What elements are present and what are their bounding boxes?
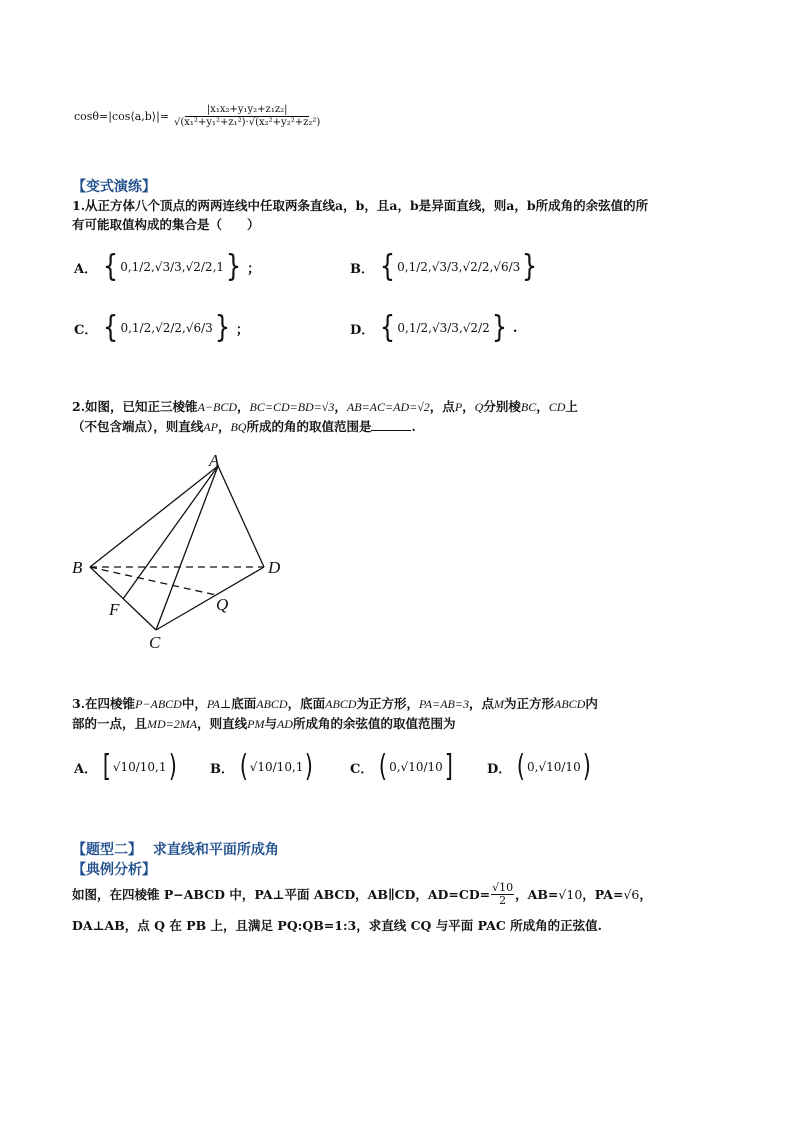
interval-lower: 0 xyxy=(527,760,535,774)
text: 2.如图，已知正三棱锥 xyxy=(72,399,198,414)
section-heading-type2 xyxy=(72,839,279,859)
open-bracket: [ xyxy=(102,749,112,784)
option-label: D． xyxy=(487,761,512,777)
set-item: 1 xyxy=(216,260,225,274)
interval-upper: 1 xyxy=(295,760,304,774)
edge-BQ xyxy=(90,567,216,595)
interval-lower: 0 xyxy=(389,760,397,774)
option-interval: ( √10/10 , 1 ) xyxy=(239,749,314,784)
text: 为正方形， xyxy=(356,696,419,711)
math: MD=2MA xyxy=(147,717,198,731)
option-end: ； xyxy=(247,261,261,277)
q1-option-b[interactable] xyxy=(350,249,539,284)
q3-option-a[interactable] xyxy=(74,749,178,784)
set-item: √6/3 xyxy=(185,321,213,335)
q1-line1: 1.从正方体八个顶点的两两连线中任取两条直线a，b，且a，b是异面直线，则a，b所成角的余弦值的所 xyxy=(72,198,649,213)
label-C: C xyxy=(149,633,161,652)
math: AB=AC=AD=√2 xyxy=(346,400,430,414)
q3-line1 xyxy=(72,695,598,713)
edge-AD xyxy=(218,466,264,567)
set-item: 1/2 xyxy=(131,321,152,335)
option-label: A． xyxy=(74,761,98,777)
option-label: D． xyxy=(350,322,375,338)
option-label: A． xyxy=(74,261,98,277)
value-ab: √10 xyxy=(558,886,583,902)
text: 中， xyxy=(181,696,207,711)
text: ， xyxy=(237,399,250,414)
open-bracket: ( xyxy=(517,749,526,784)
fraction-numerator: √10 xyxy=(492,881,514,894)
open-bracket: ( xyxy=(239,749,248,784)
option-set: { 0 , 1/2 , √3/3 , √2/2 } xyxy=(380,310,507,345)
text: 内 xyxy=(585,696,598,711)
formula-denominator: √(x₁²+y₁²+z₁²)·√(x₂²+y₂²+z₂²) xyxy=(174,117,321,128)
close-bracket: ) xyxy=(168,749,177,784)
text: 为正方形 xyxy=(503,696,554,711)
close-bracket: ] xyxy=(444,749,453,784)
set-item: √2/2 xyxy=(462,260,490,274)
text: 与 xyxy=(264,716,277,731)
option-label: C． xyxy=(74,322,98,338)
option-set: { 0 , 1/2 , √3/3 , √2/2 , 1 } xyxy=(103,249,242,284)
edge-CD xyxy=(156,567,264,630)
option-interval: ( 0 , √10/10 ) xyxy=(517,749,591,784)
q3-option-b[interactable] xyxy=(210,749,315,784)
text: ，点 xyxy=(429,399,455,414)
fraction-denominator: 2 xyxy=(499,894,507,907)
q3-option-c[interactable] xyxy=(350,749,455,784)
text: ，AB= xyxy=(515,886,559,902)
option-label: B． xyxy=(210,761,234,777)
math: PA=AB=3 xyxy=(418,697,469,711)
section-heading-practice: 【变式演练】 xyxy=(72,179,156,195)
option-set: { 0 , 1/2 , √2/2 , √6/3 } xyxy=(103,310,231,345)
text: 如图，在四棱锥 P−ABCD 中，PA⊥平面 ABCD，AB∥CD，AD=CD= xyxy=(72,886,491,902)
set-item: 1/2 xyxy=(408,260,428,274)
option-interval: [ √10/10 , 1 ) xyxy=(102,749,177,784)
math: P xyxy=(454,400,463,414)
q3-line2 xyxy=(72,715,455,733)
text: . xyxy=(411,419,416,434)
label-B: B xyxy=(72,558,83,577)
close-bracket: ) xyxy=(305,749,314,784)
option-end: . xyxy=(512,320,518,336)
edge-BC xyxy=(90,567,156,630)
interval-upper: √10/10 xyxy=(538,760,581,774)
text: 所成的角的取值范围是 xyxy=(246,419,372,434)
option-interval: ( 0 , √10/10 ] xyxy=(379,749,453,784)
set-item: √3/3 xyxy=(431,260,459,274)
set-item: 0 xyxy=(397,260,405,274)
set-item: 0 xyxy=(397,321,406,335)
option-end: ； xyxy=(235,322,249,338)
option-label: B． xyxy=(350,261,374,277)
interval-lower: √10/10 xyxy=(112,760,156,774)
example-line2: DA⊥AB，点 Q 在 PB 上，且满足 PQ:QB=1:3，求直线 CQ 与平面 PAC 所成角的正弦值. xyxy=(72,918,602,933)
answer-blank[interactable] xyxy=(371,418,411,431)
q1-option-a[interactable] xyxy=(74,249,261,284)
q3-option-d[interactable] xyxy=(487,749,592,784)
set-item: √3/3 xyxy=(431,321,459,335)
text: （不包含端点），则直线 xyxy=(72,419,204,434)
cosine-formula xyxy=(74,104,322,129)
q1-option-c[interactable] xyxy=(74,310,249,345)
math: PA⊥ xyxy=(206,697,232,711)
text: ， xyxy=(536,399,549,414)
formula-fraction xyxy=(173,104,321,129)
text: 上 xyxy=(565,399,578,414)
text: 3.在四棱锥 xyxy=(72,696,136,711)
label-A: A xyxy=(209,451,220,470)
math: A−BCD xyxy=(197,400,237,414)
set-item: √2/2 xyxy=(462,321,490,335)
math: CD xyxy=(548,400,566,414)
formula-lhs: cosθ=|cos⟨a,b⟩|= xyxy=(74,109,170,123)
text: 分别棱 xyxy=(483,399,521,414)
math: Q xyxy=(474,400,484,414)
pyramid-figure xyxy=(66,448,296,658)
text: 部的一点，且 xyxy=(72,716,148,731)
math: BQ xyxy=(230,420,247,434)
example-line1 xyxy=(72,882,652,907)
text: 底面 xyxy=(231,696,257,711)
set-item: 1/2 xyxy=(131,260,151,274)
q1-option-d[interactable] xyxy=(350,310,518,345)
math: AD xyxy=(276,717,293,731)
value-pa: √6 xyxy=(623,886,640,902)
interval-upper: 1 xyxy=(158,760,167,774)
label-Q: Q xyxy=(216,595,229,614)
text: ， xyxy=(334,399,347,414)
set-item: 0 xyxy=(120,260,128,274)
math: AP xyxy=(203,420,218,434)
option-label: C． xyxy=(350,761,374,777)
q1-line2: 有可能取值构成的集合是（ ） xyxy=(72,217,260,232)
edge-AF xyxy=(123,466,218,599)
heading-title: 求直线和平面所成角 xyxy=(152,842,279,858)
text: ，PA= xyxy=(582,886,624,902)
text: 所成角的余弦值的取值范围为 xyxy=(292,716,456,731)
formula-numerator: |x₁x₂+y₁y₂+z₁z₂| xyxy=(185,104,310,117)
math: PM xyxy=(247,717,265,731)
text: ， xyxy=(462,399,475,414)
text: ，底面 xyxy=(287,696,326,711)
set-item: √2/2 xyxy=(185,260,213,274)
option-set: { 0 , 1/2 , √3/3 , √2/2 , √6/3 } xyxy=(379,249,538,284)
close-bracket: ) xyxy=(582,749,591,784)
label-D: D xyxy=(268,558,281,577)
set-item: √2/2 xyxy=(155,321,183,335)
math: ABCD xyxy=(325,697,357,711)
math: BC=CD=BD=√3 xyxy=(249,400,335,414)
set-item: 1/2 xyxy=(408,321,429,335)
math: ABCD xyxy=(256,697,288,711)
interval-lower: √10/10 xyxy=(249,760,292,774)
heading-tag: 【题型二】 xyxy=(72,842,142,858)
q2-line2 xyxy=(72,418,416,436)
math: M xyxy=(493,697,504,711)
set-item: √3/3 xyxy=(154,260,182,274)
math: BC xyxy=(520,400,537,414)
math: ABCD xyxy=(553,697,586,711)
math: P−ABCD xyxy=(135,697,182,711)
label-F: F xyxy=(109,600,120,619)
text: ，则直线 xyxy=(197,716,248,731)
section-subheading-example: 【典例分析】 xyxy=(72,862,156,878)
fraction-ad xyxy=(491,882,514,907)
set-item: 0 xyxy=(120,321,129,335)
set-item: √6/3 xyxy=(493,260,521,274)
q2-line1 xyxy=(72,398,578,416)
open-bracket: ( xyxy=(379,749,388,784)
text: ， xyxy=(639,886,652,902)
text: ， xyxy=(217,419,231,434)
text: ，点 xyxy=(468,696,494,711)
interval-upper: √10/10 xyxy=(400,760,443,774)
